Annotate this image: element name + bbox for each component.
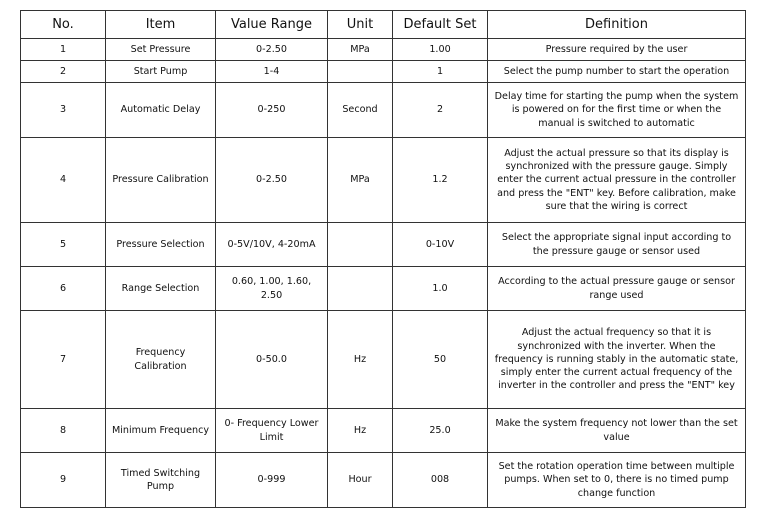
cell-item: Minimum Frequency [106,409,216,453]
cell-definition: Adjust the actual frequency so that it is synchronized with the inverter. When the frequency is running stably in the automatic state, simply enter the current actual frequency of the inverter in the controller and press the "ENT" key [488,311,746,409]
table-row [21,311,746,409]
cell-definition: According to the actual pressure gauge or sensor range used [488,267,746,311]
cell-range: 0-2.50 [216,138,328,223]
cell-default: 1.0 [393,267,488,311]
cell-definition: Select the pump number to start the operation [488,61,746,83]
cell-unit [328,267,393,311]
cell-definition: Pressure required by the user [488,39,746,61]
cell-unit: MPa [328,138,393,223]
header-item: Item [106,11,216,39]
header-unit: Unit [328,11,393,39]
header-no: No. [21,11,106,39]
cell-default: 0-10V [393,223,488,267]
cell-no: 4 [21,138,106,223]
cell-unit: Hour [328,453,393,508]
cell-no: 2 [21,61,106,83]
cell-unit: MPa [328,39,393,61]
cell-no: 7 [21,311,106,409]
table-row [21,453,746,508]
cell-unit [328,223,393,267]
cell-definition: Delay time for starting the pump when the system is powered on for the first time or when the manual is switched to automatic [488,83,746,138]
cell-range: 1-4 [216,61,328,83]
cell-item: Pressure Calibration [106,138,216,223]
cell-no: 5 [21,223,106,267]
parameter-table-wrapper [20,10,746,508]
header-default-set: Default Set [393,11,488,39]
cell-no: 9 [21,453,106,508]
table-row [21,267,746,311]
cell-definition: Set the rotation operation time between multiple pumps. When set to 0, there is no timed pump change function [488,453,746,508]
cell-range: 0-5V/10V, 4-20mA [216,223,328,267]
cell-item: Frequency Calibration [106,311,216,409]
cell-unit: Hz [328,409,393,453]
cell-default: 008 [393,453,488,508]
cell-range: 0-250 [216,83,328,138]
cell-no: 8 [21,409,106,453]
table-row [21,83,746,138]
header-value-range: Value Range [216,11,328,39]
cell-default: 1 [393,61,488,83]
table-row [21,409,746,453]
cell-unit: Second [328,83,393,138]
cell-range: 0-50.0 [216,311,328,409]
header-definition: Definition [488,11,746,39]
cell-item: Set Pressure [106,39,216,61]
cell-range: 0.60, 1.00, 1.60, 2.50 [216,267,328,311]
cell-definition: Make the system frequency not lower than the set value [488,409,746,453]
cell-default: 1.2 [393,138,488,223]
cell-no: 1 [21,39,106,61]
cell-no: 3 [21,83,106,138]
parameter-table [20,10,746,508]
cell-item: Pressure Selection [106,223,216,267]
cell-item: Timed Switching Pump [106,453,216,508]
cell-range: 0- Frequency Lower Limit [216,409,328,453]
cell-unit: Hz [328,311,393,409]
cell-unit [328,61,393,83]
cell-definition: Adjust the actual pressure so that its display is synchronized with the pressure gauge. Simply enter the current actual pressure in the controller and press the "ENT" key. Before calibration, make sure that the wiring is correct [488,138,746,223]
cell-default: 50 [393,311,488,409]
table-row [21,138,746,223]
cell-range: 0-2.50 [216,39,328,61]
cell-range: 0-999 [216,453,328,508]
table-row [21,39,746,61]
header-row [21,11,746,39]
cell-item: Start Pump [106,61,216,83]
table-row [21,223,746,267]
cell-default: 2 [393,83,488,138]
cell-default: 1.00 [393,39,488,61]
cell-item: Automatic Delay [106,83,216,138]
cell-definition: Select the appropriate signal input according to the pressure gauge or sensor used [488,223,746,267]
table-row [21,61,746,83]
cell-item: Range Selection [106,267,216,311]
cell-no: 6 [21,267,106,311]
cell-default: 25.0 [393,409,488,453]
